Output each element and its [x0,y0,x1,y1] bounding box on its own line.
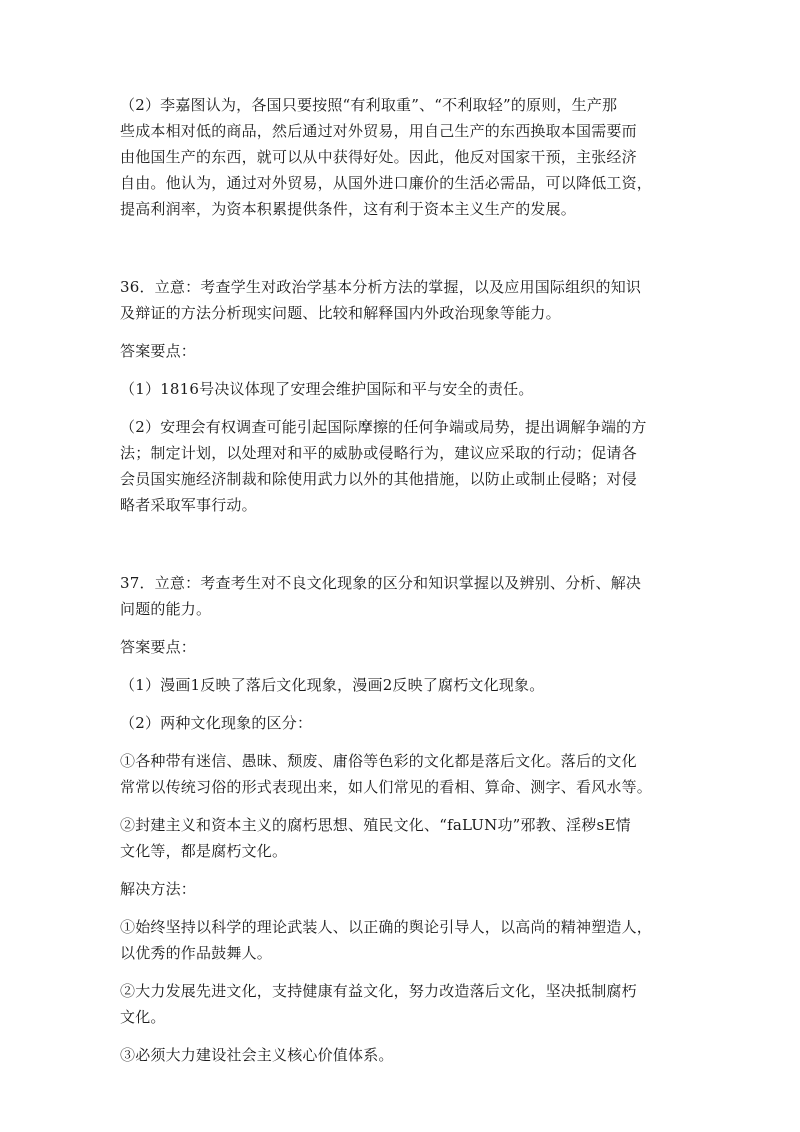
q35-answer-2 [120,92,690,222]
q37-solution-2 [120,978,690,1030]
text-line: ②大力发展先进文化，支持健康有益文化，努力改造落后文化，坚决抵制腐朽 [120,982,637,1000]
q37-distinction-2 [120,812,690,864]
text-line: （2）李嘉图认为，各国只要按照“有利取重”、“不利取轻”的原则，生产那 [120,96,618,114]
text-line: 以优秀的作品鼓舞人。 [120,944,273,962]
text-line: 由他国生产的东西，就可以从中获得好处。因此，他反对国家干预，主张经济 [120,148,637,166]
text-line: 略者采取军事行动。 [120,496,257,514]
text-line: ①始终坚持以科学的理论武装人、以正确的舆论引导人，以高尚的精神塑造人， [120,918,653,936]
text-line: 问题的能力。 [120,600,212,618]
q37-solution-1 [120,914,690,966]
text-line: 常常以传统习俗的形式表现出来，如人们常见的看相、算命、测字、看风水等。 [120,778,653,796]
text-line: ②封建主义和资本主义的腐朽思想、殖民文化、“faLUN功”邪教、淫秽sE情 [120,816,631,834]
q36-answer-1: （1）1816号决议体现了安理会维护国际和平与安全的责任。 [120,380,534,398]
text-line: （2）安理会有权调查可能引起国际摩擦的任何争端或局势，提出调解争端的方 [120,418,647,436]
q37-answer-2: （2）两种文化现象的区分： [120,714,313,732]
document-page [120,92,690,1068]
q37-intent [120,570,690,622]
q36-intent [120,274,690,326]
text-line: 36．立意：考查学生对政治学基本分析方法的掌握，以及应用国际组织的知识 [120,278,642,296]
text-line: 文化等，都是腐朽文化。 [120,842,288,860]
text-line: 些成本相对低的商品，然后通过对外贸易，用自己生产的东西换取本国需要而 [120,122,637,140]
text-line: ①各种带有迷信、愚昧、颓废、庸俗等色彩的文化都是落后文化。落后的文化 [120,752,637,770]
q36-answer-heading: 答案要点： [120,342,197,360]
q37-solution-3: ③必须大力建设社会主义核心价值体系。 [120,1046,394,1064]
q37-answer-heading: 答案要点： [120,638,197,656]
text-line: 会员国实施经济制裁和除使用武力以外的其他措施，以防止或制止侵略；对侵 [120,470,637,488]
text-line: 37．立意：考查考生对不良文化现象的区分和知识掌握以及辨别、分析、解决 [120,574,642,592]
text-line: 法；制定计划，以处理对和平的威胁或侵略行为，建议应采取的行动；促请各 [120,444,637,462]
q37-distinction-1 [120,748,690,800]
q37-answer-1: （1）漫画1反映了落后文化现象，漫画2反映了腐朽文化现象。 [120,676,545,694]
text-line: 文化。 [120,1008,166,1026]
text-line: 提高利润率，为资本积累提供条件，这有利于资本主义生产的发展。 [120,200,577,218]
text-line: 及辩证的方法分析现实问题、比较和解释国内外政治现象等能力。 [120,304,561,322]
q36-answer-2 [120,414,690,518]
q37-solution-heading: 解决方法： [120,880,197,898]
text-line: 自由。他认为，通过对外贸易，从国外进口廉价的生活必需品，可以降低工资， [120,174,653,192]
